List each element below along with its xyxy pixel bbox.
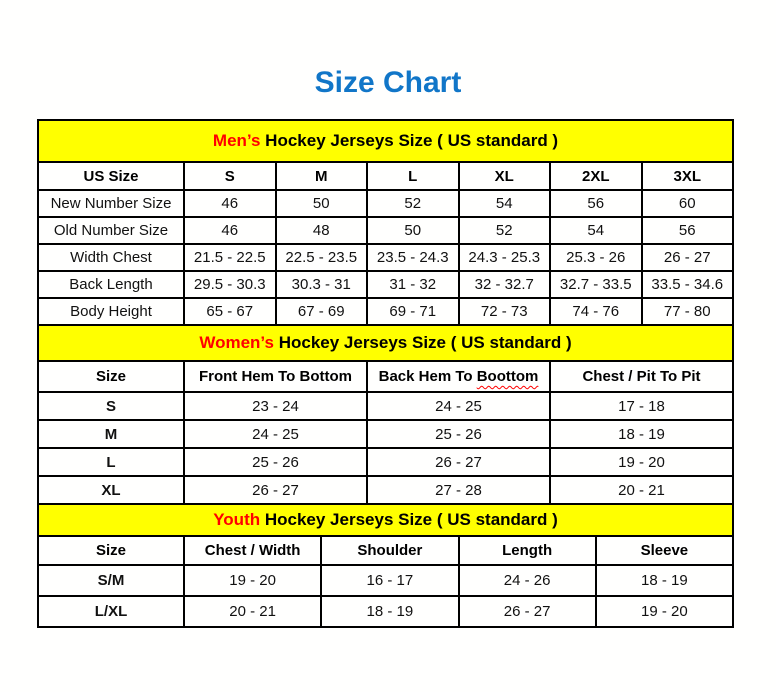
cell: 32 - 32.7	[459, 271, 551, 298]
cell: 48	[276, 217, 368, 244]
cell: 26 - 27	[642, 244, 734, 271]
row-label: S/M	[38, 565, 184, 596]
cell: 19 - 20	[550, 448, 733, 476]
mens-banner-text: Hockey Jerseys Size ( US standard )	[260, 131, 559, 150]
cell: 20 - 21	[184, 596, 321, 627]
cell: 18 - 19	[596, 565, 733, 596]
column-header: US Size	[38, 162, 184, 190]
womens-banner-cell	[38, 325, 733, 361]
cell: 56	[550, 190, 642, 217]
column-header: 3XL	[642, 162, 734, 190]
row-label: Width Chest	[38, 244, 184, 271]
table-row	[38, 244, 733, 271]
column-header: L	[367, 162, 459, 190]
cell: 69 - 71	[367, 298, 459, 325]
cell: 54	[550, 217, 642, 244]
cell: 23.5 - 24.3	[367, 244, 459, 271]
column-header: Length	[459, 536, 596, 565]
row-label: Body Height	[38, 298, 184, 325]
row-label: New Number Size	[38, 190, 184, 217]
table-row	[38, 448, 733, 476]
column-header: Shoulder	[321, 536, 458, 565]
mens-section-banner	[38, 120, 733, 162]
cell: 54	[459, 190, 551, 217]
cell: 26 - 27	[459, 596, 596, 627]
cell: 32.7 - 33.5	[550, 271, 642, 298]
cell: 52	[367, 190, 459, 217]
column-header: Size	[38, 361, 184, 392]
youth-banner-cell	[38, 504, 733, 536]
row-label: XL	[38, 476, 184, 504]
table-row	[38, 190, 733, 217]
table-row	[38, 476, 733, 504]
cell: 16 - 17	[321, 565, 458, 596]
cell: 50	[367, 217, 459, 244]
cell: 20 - 21	[550, 476, 733, 504]
cell: 23 - 24	[184, 392, 367, 420]
row-label: Old Number Size	[38, 217, 184, 244]
cell: 33.5 - 34.6	[642, 271, 734, 298]
cell: 18 - 19	[321, 596, 458, 627]
column-header: Chest / Pit To Pit	[550, 361, 733, 392]
cell: 21.5 - 22.5	[184, 244, 276, 271]
cell: 50	[276, 190, 368, 217]
cell: 19 - 20	[596, 596, 733, 627]
mens-banner-highlight: Men’s	[212, 131, 261, 150]
youth-size-table	[37, 503, 734, 628]
row-label: S	[38, 392, 184, 420]
cell: 22.5 - 23.5	[276, 244, 368, 271]
column-header: Front Hem To Bottom	[184, 361, 367, 392]
cell: 19 - 20	[184, 565, 321, 596]
cell: 27 - 28	[367, 476, 550, 504]
cell: 30.3 - 31	[276, 271, 368, 298]
table-row	[38, 217, 733, 244]
cell: 65 - 67	[184, 298, 276, 325]
mens-banner-cell	[38, 120, 733, 162]
cell: 72 - 73	[459, 298, 551, 325]
cell: 24.3 - 25.3	[459, 244, 551, 271]
row-label: L/XL	[38, 596, 184, 627]
cell: 77 - 80	[642, 298, 734, 325]
row-label: M	[38, 420, 184, 448]
page-title: Size Chart	[314, 66, 462, 99]
womens-header-row	[38, 361, 733, 392]
womens-size-table	[37, 324, 734, 505]
cell: 67 - 69	[276, 298, 368, 325]
cell: 25 - 26	[184, 448, 367, 476]
cell: 17 - 18	[550, 392, 733, 420]
misspelled-word: Boottom	[476, 368, 539, 385]
column-header: Chest / Width	[184, 536, 321, 565]
column-header: S	[184, 162, 276, 190]
youth-header-row	[38, 536, 733, 565]
table-row	[38, 271, 733, 298]
cell: 52	[459, 217, 551, 244]
cell: 18 - 19	[550, 420, 733, 448]
mens-size-table	[37, 119, 734, 326]
womens-section-banner	[38, 325, 733, 361]
youth-banner-text: Hockey Jerseys Size ( US standard )	[260, 510, 558, 529]
cell: 46	[184, 190, 276, 217]
table-row	[38, 298, 733, 325]
column-header: Sleeve	[596, 536, 733, 565]
size-chart-tables	[37, 119, 734, 628]
youth-section-banner	[38, 504, 733, 536]
column-header: M	[276, 162, 368, 190]
mens-header-row	[38, 162, 733, 190]
cell: 24 - 25	[184, 420, 367, 448]
cell: 60	[642, 190, 734, 217]
table-row	[38, 420, 733, 448]
cell: 74 - 76	[550, 298, 642, 325]
row-label: L	[38, 448, 184, 476]
womens-banner-text: Hockey Jerseys Size ( US standard )	[273, 333, 572, 352]
cell: 26 - 27	[367, 448, 550, 476]
womens-banner-highlight: Women’s	[199, 333, 274, 352]
cell: 56	[642, 217, 734, 244]
column-header: Size	[38, 536, 184, 565]
cell: 26 - 27	[184, 476, 367, 504]
cell: 25 - 26	[367, 420, 550, 448]
cell: 25.3 - 26	[550, 244, 642, 271]
column-header: 2XL	[550, 162, 642, 190]
cell: 24 - 25	[367, 392, 550, 420]
cell: 31 - 32	[367, 271, 459, 298]
table-row	[38, 596, 733, 627]
table-row	[38, 565, 733, 596]
row-label: Back Length	[38, 271, 184, 298]
table-row	[38, 392, 733, 420]
cell: 24 - 26	[459, 565, 596, 596]
cell: 46	[184, 217, 276, 244]
cell: 29.5 - 30.3	[184, 271, 276, 298]
column-header-prefix: Back Hem To	[378, 368, 477, 385]
column-header	[367, 361, 550, 392]
column-header: XL	[459, 162, 551, 190]
youth-banner-highlight: Youth	[213, 510, 261, 529]
